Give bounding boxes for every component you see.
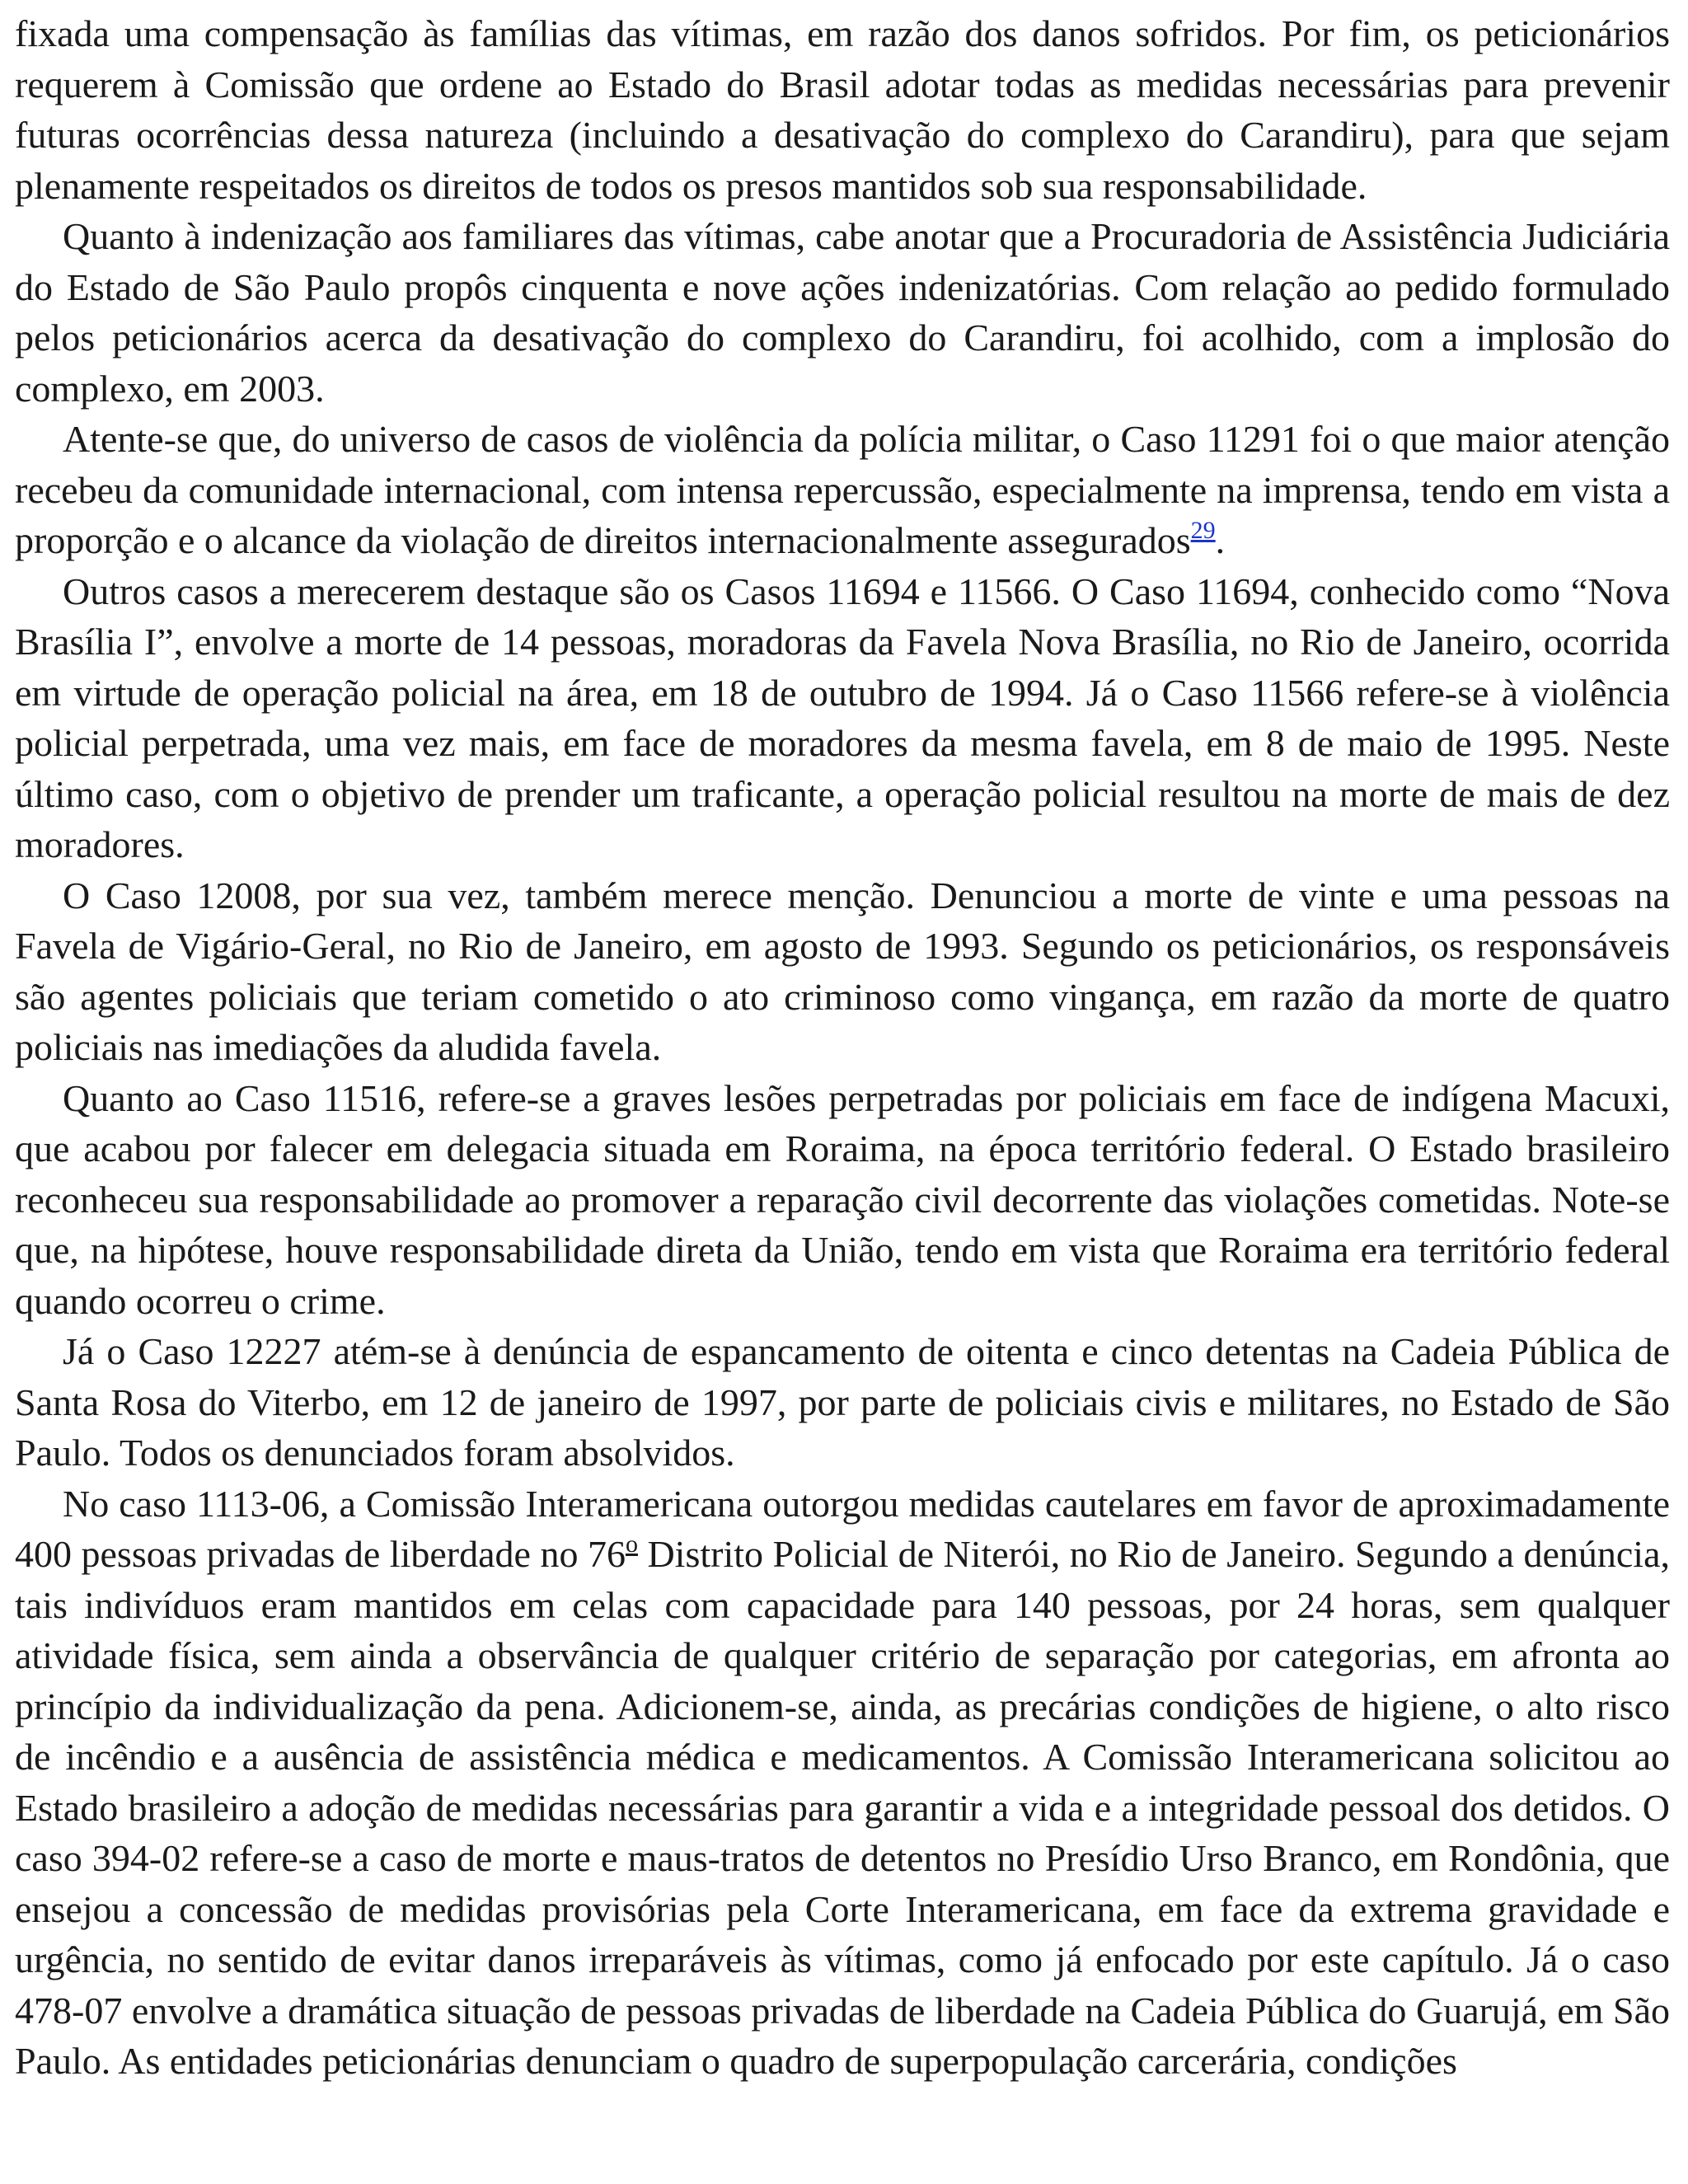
ordinal-indicator: o [625, 1530, 638, 1558]
paragraph-precautionary-measures [15, 1479, 1670, 2087]
paragraph-carandiru-requests: fixada uma compensação às famílias das vítimas, em razão dos danos sofridos. Por fim, os peticionários requerem à Comissão que ordene ao Estado do Brasil adotar todas as medidas necessárias para prevenir futuras ocorrências dessa natureza (incluindo a desativação do complexo do Carandiru), para que sejam plenamente respeitados os direitos de todos os presos mantidos sob sua responsabilidade. [15, 12, 1670, 207]
paragraph-case-11291-end: . [1215, 519, 1226, 561]
paragraph-precautionary-measures-text: No caso 1113-06, a Comissão Interamericana outorgou medidas cautelares em favor de aproximadamente 400 pessoas privadas de liberdade no 76 [15, 1482, 1670, 1575]
paragraph-case-12227: Já o Caso 12227 atém-se à denúncia de espancamento de oitenta e cinco detentas na Cadeia Pública de Santa Rosa do Viterbo, em 12 de janeiro de 1997, por parte de policiais civis e militares, no Estado de São Paulo. Todos os denunciados foram absolvidos. [15, 1330, 1670, 1474]
paragraph-nova-brasilia: Outros casos a merecerem destaque são os Casos 11694 e 11566. O Caso 11694, conhecido como “Nova Brasília I”, envolve a morte de 14 pessoas, moradoras da Favela Nova Brasília, no Rio de Janeiro, ocorrida em virtude de operação policial na área, em 18 de outubro de 1994. Já o Caso 11566 refere-se à violência policial perpetrada, uma vez mais, em face de moradores da mesma favela, em 8 de maio de 1995. Neste último caso, com o objetivo de prender um traficante, a operação policial resultou na morte de mais de dez moradores. [15, 569, 1670, 865]
paragraph-case-11291 [15, 414, 1670, 566]
paragraph-case-11516: Quanto ao Caso 11516, refere-se a graves lesões perpetradas por policiais em face de indígena Macuxi, que acabou por falecer em delegacia situada em Roraima, na época território federal. O Estado brasileiro reconheceu sua responsabilidade ao promover a reparação civil decorrente das violações cometidas. Note-se que, na hipótese, houve responsabilidade direta da União, tendo em vista que Roraima era território federal quando ocorreu o crime. [15, 1076, 1670, 1322]
paragraph-precautionary-measures-rest: Distrito Policial de Niterói, no Rio de Janeiro. Segundo a denúncia, tais indivíduos eram mantidos em celas com capacidade para 140 pessoas, por 24 horas, sem qualquer atividade física, sem ainda a observância de qualquer critério de separação por categorias, em afronta ao princípio da individualização da pena. Adicionem-se, ainda, as precárias condições de higiene, o alto risco de incêndio e a ausência de assistência médica e medicamentos. A Comissão Interamericana solicitou ao Estado brasileiro a adoção de medidas necessárias para garantir a vida e a integridade pessoal dos detidos. O caso 394-02 refere-se a caso de morte e maus-tratos de detentos no Presídio Urso Branco, em Rondônia, que ensejou a concessão de medidas provisórias pela Corte Interamericana, em face da extrema gravidade e urgência, no sentido de evitar danos irreparáveis às vítimas, como já enfocado por este capítulo. Já o caso 478-07 envolve a dramática situação de pessoas privadas de liberdade na Cadeia Pública do Guarujá, em São Paulo. As entidades peticionárias denunciam o quadro de superpopulação carcerária, condições [15, 1533, 1670, 2082]
paragraph-case-11291-text: Atente-se que, do universo de casos de violência da polícia militar, o Caso 11291 foi o que maior atenção recebeu da comunidade internacional, com intensa repercussão, especialmente na imprensa, tendo em vista a proporção e o alcance da violação de direitos internacionalmente assegurados [15, 418, 1670, 561]
paragraph-case-12008: O Caso 12008, por sua vez, também merece menção. Denunciou a morte de vinte e uma pessoas na Favela de Vigário-Geral, no Rio de Janeiro, em agosto de 1993. Segundo os peticionários, os responsáveis são agentes policiais que teriam cometido o ato criminoso como vingança, em razão da morte de quatro policiais nas imediações da aludida favela. [15, 874, 1670, 1068]
footnote-link-29[interactable]: 29 [1190, 517, 1216, 544]
paragraph-indemnification: Quanto à indenização aos familiares das vítimas, cabe anotar que a Procuradoria de Assistência Judiciária do Estado de São Paulo propôs cinquenta e nove ações indenizatórias. Com relação ao pedido formulado pelos peticionários acerca da desativação do complexo do Carandiru, foi acolhido, com a implosão do complexo, em 2003. [15, 215, 1670, 410]
